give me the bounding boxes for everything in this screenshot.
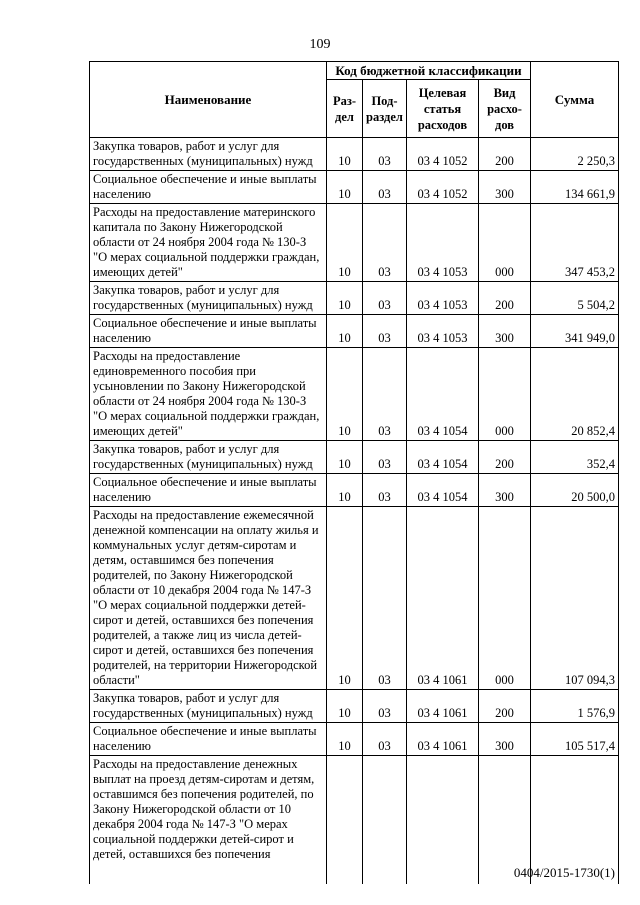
row-target: 03 4 1052 <box>407 171 479 204</box>
row-podrazdel: 03 <box>363 441 407 474</box>
row-target: 03 4 1053 <box>407 282 479 315</box>
row-razdel: 10 <box>327 474 363 507</box>
row-sum: 341 949,0 <box>531 315 619 348</box>
row-razdel: 10 <box>327 507 363 690</box>
budget-table <box>89 61 619 884</box>
header-sum: Сумма <box>531 62 619 138</box>
row-name: Закупка товаров, работ и услуг для государственных (муниципальных) нужд <box>90 690 327 723</box>
table-row <box>90 723 619 756</box>
header-name: Наименование <box>90 62 327 138</box>
header-classification: Код бюджетной классификации <box>327 62 531 80</box>
table-row <box>90 348 619 441</box>
row-vid: 200 <box>479 441 531 474</box>
header-razdel: Раз- дел <box>327 80 363 138</box>
row-razdel: 10 <box>327 348 363 441</box>
row-vid: 300 <box>479 474 531 507</box>
row-name: Расходы на предоставление единовременного пособия при усыновлении по Закону Нижегородской области от 24 ноября 2004 года № 130-З "О мерах социальной поддержки граждан, имеющих детей" <box>90 348 327 441</box>
row-podrazdel: 03 <box>363 282 407 315</box>
row-sum: 5 504,2 <box>531 282 619 315</box>
page-number: 109 <box>309 37 331 52</box>
row-target: 03 4 1053 <box>407 315 479 348</box>
row-razdel: 10 <box>327 204 363 282</box>
empty-cell <box>363 756 407 885</box>
row-razdel: 10 <box>327 138 363 171</box>
row-name: Социальное обеспечение и иные выплаты населению <box>90 315 327 348</box>
header-target: Целевая статья расходов <box>407 80 479 138</box>
row-vid: 200 <box>479 282 531 315</box>
row-target: 03 4 1052 <box>407 138 479 171</box>
table-row <box>90 315 619 348</box>
row-name: Закупка товаров, работ и услуг для государственных (муниципальных) нужд <box>90 138 327 171</box>
row-podrazdel: 03 <box>363 315 407 348</box>
row-vid: 300 <box>479 315 531 348</box>
table-row <box>90 282 619 315</box>
row-sum: 20 852,4 <box>531 348 619 441</box>
row-podrazdel: 03 <box>363 474 407 507</box>
row-name: Социальное обеспечение и иные выплаты населению <box>90 723 327 756</box>
row-target: 03 4 1053 <box>407 204 479 282</box>
row-name: Расходы на предоставление денежных выплат на проезд детям-сиротам и детям, оставшимся без попечения родителей, по Закону Нижегородской области от 10 декабря 2004 года № 147-З "О мерах социальной поддержки детей-сирот и детей, оставшихся без попечения <box>90 756 327 885</box>
row-podrazdel: 03 <box>363 690 407 723</box>
row-razdel: 10 <box>327 441 363 474</box>
row-vid: 200 <box>479 690 531 723</box>
row-target: 03 4 1061 <box>407 690 479 723</box>
table-row <box>90 204 619 282</box>
row-name: Социальное обеспечение и иные выплаты населению <box>90 474 327 507</box>
table-row <box>90 138 619 171</box>
row-target: 03 4 1061 <box>407 507 479 690</box>
row-vid: 000 <box>479 204 531 282</box>
table-row <box>90 441 619 474</box>
row-name: Закупка товаров, работ и услуг для государственных (муниципальных) нужд <box>90 441 327 474</box>
row-razdel: 10 <box>327 315 363 348</box>
row-podrazdel: 03 <box>363 348 407 441</box>
empty-cell <box>327 756 363 885</box>
table-row <box>90 507 619 690</box>
row-target: 03 4 1054 <box>407 348 479 441</box>
row-sum: 2 250,3 <box>531 138 619 171</box>
header-vid: Вид расхо- дов <box>479 80 531 138</box>
row-name: Расходы на предоставление ежемесячной денежной компенсации на оплату жилья и коммунальных услуг детям-сиротам и детям, оставшимся без попечения родителей, по Закону Нижегородской области от 10 декабря 2004 года № 147-З "О мерах социальной поддержки детей-сирот и детей, оставшихся без попечения родителей, а также лиц из числа детей-сирот и детей, оставшихся без попечения родителей, на территории Нижегородской области" <box>90 507 327 690</box>
row-sum: 347 453,2 <box>531 204 619 282</box>
document-code: 0404/2015-1730(1) <box>513 865 615 880</box>
row-name: Закупка товаров, работ и услуг для государственных (муниципальных) нужд <box>90 282 327 315</box>
row-sum: 20 500,0 <box>531 474 619 507</box>
row-podrazdel: 03 <box>363 723 407 756</box>
row-sum: 134 661,9 <box>531 171 619 204</box>
row-sum: 1 576,9 <box>531 690 619 723</box>
row-target: 03 4 1054 <box>407 441 479 474</box>
header-podrazdel: Под- раздел <box>363 80 407 138</box>
row-razdel: 10 <box>327 690 363 723</box>
row-vid: 300 <box>479 171 531 204</box>
row-name: Социальное обеспечение и иные выплаты населению <box>90 171 327 204</box>
row-sum: 107 094,3 <box>531 507 619 690</box>
row-vid: 000 <box>479 507 531 690</box>
row-vid: 000 <box>479 348 531 441</box>
row-podrazdel: 03 <box>363 138 407 171</box>
row-razdel: 10 <box>327 171 363 204</box>
table-row <box>90 171 619 204</box>
row-target: 03 4 1054 <box>407 474 479 507</box>
row-podrazdel: 03 <box>363 204 407 282</box>
row-vid: 300 <box>479 723 531 756</box>
table-row <box>90 474 619 507</box>
row-sum: 105 517,4 <box>531 723 619 756</box>
row-target: 03 4 1061 <box>407 723 479 756</box>
row-podrazdel: 03 <box>363 171 407 204</box>
row-sum: 352,4 <box>531 441 619 474</box>
table-row <box>90 690 619 723</box>
row-razdel: 10 <box>327 282 363 315</box>
empty-cell <box>407 756 479 885</box>
row-podrazdel: 03 <box>363 507 407 690</box>
row-razdel: 10 <box>327 723 363 756</box>
row-name: Расходы на предоставление материнского капитала по Закону Нижегородской области от 24 ноября 2004 года № 130-З "О мерах социальной поддержки граждан, имеющих детей" <box>90 204 327 282</box>
row-vid: 200 <box>479 138 531 171</box>
